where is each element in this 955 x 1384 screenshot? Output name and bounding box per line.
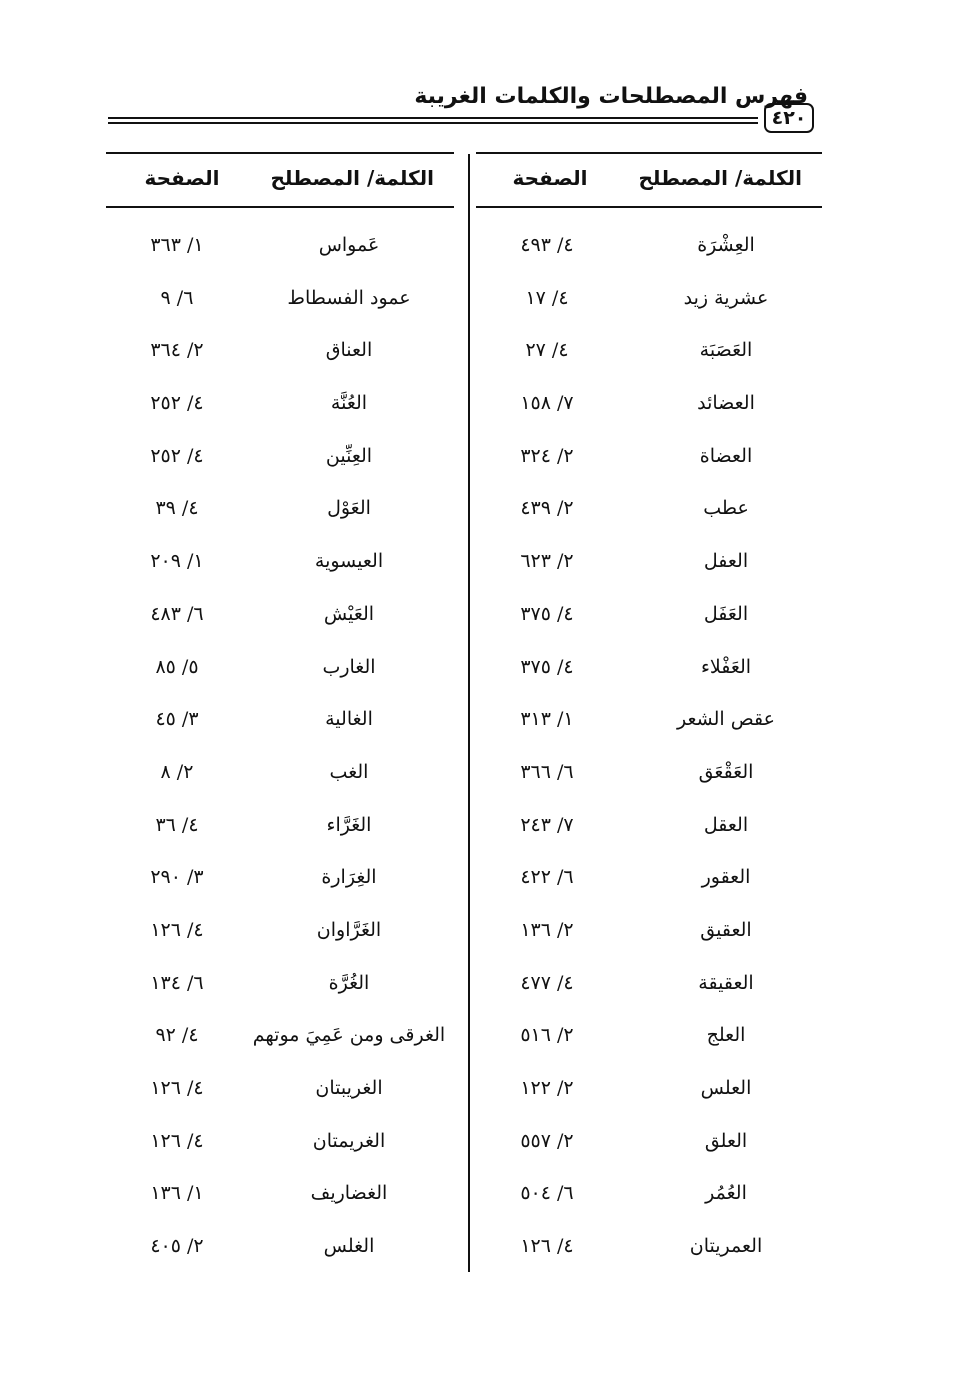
column-header-page: الصفحة (512, 166, 588, 190)
header-rule-bottom (108, 122, 758, 124)
table-row (476, 1118, 822, 1171)
page-title: فهرس المصطلحات والكلمات الغريبة (414, 84, 808, 109)
term-cell: العَفَل (703, 602, 749, 625)
page-ref-cell: ٧/ ١٥٨ (520, 392, 574, 415)
page-ref-cell: ٢/ ٤٣٩ (520, 497, 574, 520)
table-row (476, 960, 822, 1013)
page-ref-cell: ٤/ ١٢٦ (520, 1235, 574, 1258)
page-ref-cell: ٦/ ٥٠٤ (520, 1182, 574, 1205)
page-ref-cell: ٢/ ٨ (160, 760, 194, 783)
term-cell: العلج (706, 1024, 746, 1047)
table-row (476, 802, 822, 855)
table-row (476, 854, 822, 907)
term-cell: العَوْل (327, 497, 371, 520)
term-cell: العِنِّين (325, 444, 373, 467)
page-ref-cell: ٢/ ٥١٦ (520, 1024, 574, 1047)
page-number-badge: ٤٢٠ (764, 103, 814, 133)
page-ref-cell: ١/ ١٣٦ (150, 1182, 204, 1205)
term-cell: العُنَّة (330, 392, 368, 415)
table-row (106, 907, 454, 960)
page-ref-cell: ٤/ ٣٩ (155, 497, 199, 520)
page-ref-cell: ١/ ٢٠٩ (150, 550, 204, 573)
term-cell: العمريتان (689, 1235, 763, 1258)
table-row (476, 644, 822, 697)
table-row (476, 275, 822, 328)
term-cell: عطب (703, 497, 749, 520)
page-ref-cell: ٦/ ١٣٤ (150, 971, 204, 994)
term-cell: العَفْلاء (700, 655, 752, 678)
page-ref-cell: ٤/ ٢٧ (525, 339, 569, 362)
term-cell: العيسوية (314, 550, 384, 573)
table-row (476, 907, 822, 960)
term-cell: العفل (703, 550, 749, 573)
page-ref-cell: ٤/ ١٧ (525, 286, 569, 309)
page-ref-cell: ٢/ ٤٠٥ (150, 1235, 204, 1258)
header-rule-top (108, 117, 758, 119)
term-cell: العلق (704, 1129, 748, 1152)
table-header-row (106, 152, 454, 208)
table-row (106, 802, 454, 855)
page-ref-cell: ٤/ ٩٢ (155, 1024, 199, 1047)
table-row (476, 485, 822, 538)
term-cell: العَقْعَق (698, 760, 754, 783)
page-ref-cell: ٢/ ١٣٦ (520, 918, 574, 941)
term-cell: عقص الشعر (677, 708, 775, 731)
table-row (106, 591, 454, 644)
column-divider (468, 154, 470, 1272)
table-row (476, 749, 822, 802)
table-row (476, 696, 822, 749)
term-cell: عمود الفسطاط (287, 286, 411, 309)
term-cell: عَمواس (318, 234, 380, 256)
page-ref-cell: ٤/ ٢٥٢ (150, 444, 204, 467)
table-row (106, 222, 454, 275)
page-ref-cell: ٢/ ٥٥٧ (520, 1129, 574, 1152)
term-cell: العقيقة (698, 971, 754, 994)
column-header-page: الصفحة (144, 166, 220, 190)
term-cell: الغُرَّة (328, 971, 370, 994)
term-cell: عشرية زيد (683, 286, 769, 309)
column-header-term: الكلمة/ المصطلح (638, 166, 802, 190)
table-row (476, 433, 822, 486)
table-row (476, 222, 822, 275)
table-row (476, 327, 822, 380)
table-row (106, 1118, 454, 1171)
page-ref-cell: ٤/ ١٢٦ (150, 1129, 204, 1152)
table-row (106, 1170, 454, 1223)
term-cell: الغرقى ومن عَمِيَ موتهم (252, 1024, 446, 1047)
page-ref-cell: ٤/ ٤٩٣ (520, 234, 574, 256)
table-row (106, 644, 454, 697)
page-ref-cell: ٤/ ٣٦ (155, 813, 199, 836)
table-row (476, 380, 822, 433)
term-cell: الغلس (323, 1235, 375, 1258)
term-cell: العضائد (697, 392, 755, 415)
term-cell: الغريمتان (312, 1129, 386, 1152)
term-cell: العضاة (699, 444, 753, 467)
page-ref-cell: ٦/ ٣٦٦ (520, 760, 574, 783)
index-table-left (106, 152, 454, 1272)
term-cell: الغضاريف (310, 1182, 388, 1205)
page-ref-cell: ٢/ ٣٦٤ (150, 339, 204, 362)
page-ref-cell: ١/ ٣٦٣ (150, 234, 204, 256)
table-row (476, 538, 822, 591)
table-row (106, 854, 454, 907)
term-cell: الغارب (322, 655, 376, 678)
table-row (106, 696, 454, 749)
page-ref-cell: ٤/ ٢٥٢ (150, 392, 204, 415)
index-table-right (476, 152, 822, 1272)
table-body (106, 222, 454, 1276)
table-row (106, 538, 454, 591)
page-ref-cell: ٢/ ٦٢٣ (520, 550, 574, 573)
table-row (106, 1223, 454, 1276)
table-row (476, 1012, 822, 1065)
page-ref-cell: ٦/ ٤٨٣ (150, 602, 204, 625)
term-cell: الغَرَّاوان (316, 918, 382, 941)
term-cell: الغريبتان (315, 1077, 383, 1099)
page-ref-cell: ٤/ ١٢٦ (150, 1077, 204, 1099)
term-cell: العُمُر (705, 1182, 747, 1205)
table-row (476, 591, 822, 644)
term-cell: العَصَبَة (699, 339, 753, 362)
table-row (106, 1012, 454, 1065)
page-ref-cell: ٣/ ٤٥ (155, 708, 199, 731)
term-cell: الغَرَّاء (326, 813, 372, 836)
term-cell: العلس (700, 1077, 752, 1099)
page-ref-cell: ٥/ ٨٥ (155, 655, 199, 678)
page-ref-cell: ١/ ٣١٣ (520, 708, 574, 731)
page-ref-cell: ٤/ ٣٧٥ (520, 655, 574, 678)
page-ref-cell: ٧/ ٢٤٣ (520, 813, 574, 836)
table-body (476, 222, 822, 1276)
page-ref-cell: ٤/ ٤٧٧ (520, 971, 574, 994)
term-cell: العقور (701, 866, 751, 889)
page-ref-cell: ٢/ ١٢٢ (520, 1077, 574, 1099)
page-ref-cell: ٤/ ١٢٦ (150, 918, 204, 941)
table-row (106, 1065, 454, 1118)
term-cell: العِشْرَة (697, 234, 755, 256)
term-cell: الغالية (325, 708, 373, 731)
table-row (106, 327, 454, 380)
table-row (106, 485, 454, 538)
table-header-row (476, 152, 822, 208)
table-row (476, 1170, 822, 1223)
term-cell: العقيق (700, 918, 752, 941)
term-cell: العناق (325, 339, 373, 362)
table-row (106, 380, 454, 433)
term-cell: الغِرَارة (321, 866, 377, 889)
term-cell: العَيْش (323, 602, 375, 625)
page-ref-cell: ٣/ ٢٩٠ (150, 866, 204, 889)
table-row (106, 749, 454, 802)
page-ref-cell: ٢/ ٣٢٤ (520, 444, 574, 467)
table-row (476, 1065, 822, 1118)
term-cell: العقل (703, 813, 749, 836)
table-row (106, 275, 454, 328)
page-ref-cell: ٤/ ٣٧٥ (520, 602, 574, 625)
table-row (476, 1223, 822, 1276)
column-header-term: الكلمة/ المصطلح (270, 166, 434, 190)
table-row (106, 433, 454, 486)
term-cell: الغب (329, 760, 369, 783)
page-ref-cell: ٦/ ٩ (160, 286, 194, 309)
table-row (106, 960, 454, 1013)
page-ref-cell: ٦/ ٤٢٢ (520, 866, 574, 889)
